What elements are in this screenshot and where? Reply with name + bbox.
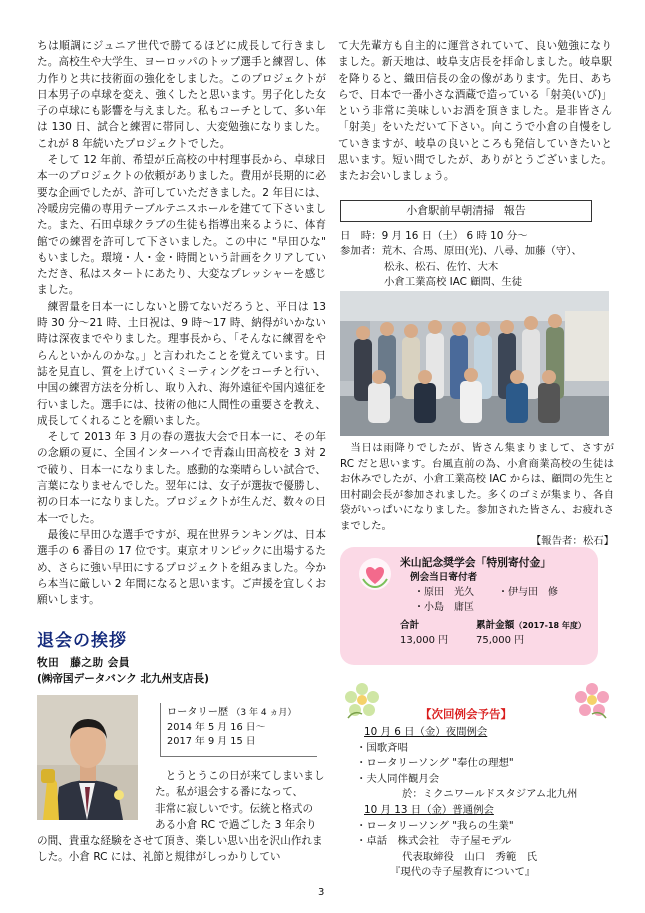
cleanup-date-label: 日 時： (340, 230, 382, 242)
next-meeting-item: ・国歌斉唱 (356, 741, 408, 754)
cleanup-participants-line-2: 松永、松石、佐竹、大木 (384, 260, 499, 273)
cleanup-group-photo (340, 291, 609, 436)
next-meeting-item: ・夫人同伴観月会 (356, 772, 440, 785)
farewell-text (37, 768, 326, 866)
cleanup-date-value: 9 月 16 日（土） 6 時 10 分〜 (381, 230, 528, 242)
flower-decoration-left-icon (342, 680, 382, 720)
cleanup-participants-line-3: 小倉工業高校 IAC 顧問、生徒 (384, 275, 523, 288)
yoneyama-fund-box (340, 547, 598, 665)
group-photo-illustration (340, 291, 609, 436)
fund-total-labels (400, 618, 586, 633)
next-meeting-item: ・ロータリーソング "奉仕の理想" (356, 757, 514, 770)
page-number: 3 (318, 887, 325, 898)
cleanup-report-text: 当日は雨降りでしたが、皆さん集まりまして、さすが RC だと思います。台風直前の為、小倉商業高校の生徒はお休みでしたが、小倉工業高校 IAC からは、顧問の先生と田村副会長が参加されました。多くのゴミが集まり、各自袋がいっぱいになりました。参加された皆さん、お疲れさまでした。 (340, 442, 614, 532)
rotary-history-box (160, 703, 317, 757)
fund-donors (414, 585, 586, 600)
farewell-heading: 退会の挨拶 (37, 631, 127, 651)
cleanup-participants-line-1: 荒木、合馬、原田(光)、八尋、加藤（守）、 (381, 245, 582, 258)
rotary-history-start: 2014 年 5 月 16 日〜 (167, 721, 266, 733)
next-meeting-item: ・ロータリーソング "我らの生業" (356, 819, 514, 832)
fund-details (400, 555, 586, 648)
next-meeting-title: 【次回例会予告】 (420, 707, 512, 721)
rotary-history-end: 2017 年 9 月 15 日 (167, 736, 256, 747)
fund-donor-2: ・伊与田 修 (498, 587, 558, 598)
farewell-line-rest: の間、貴重な経験をさせて頂き、楽しい思い出を沢山作れました。小倉 RC には、礼節と規律がしっかりしてい (37, 835, 323, 864)
fund-donor-1: ・原田 光久 (414, 587, 474, 598)
next-meeting-date-2: 10 月 13 日（金）普通例会 (364, 803, 494, 816)
next-meeting-list (350, 725, 630, 881)
fund-subtitle: 例会当日寄付者 (410, 572, 478, 583)
fund-total-label: 合計 (400, 620, 420, 631)
next-meeting-date-1: 10 月 6 日（金）夜間例会 (364, 726, 488, 738)
heart-hands-icon (358, 557, 392, 591)
next-meeting-venue: 於：ミクニワールドスタジアム北九州 (402, 788, 578, 801)
cleanup-report (340, 441, 614, 550)
fund-cumulative-label: 累計金額 (476, 620, 515, 631)
cleanup-title-suffix: 報告 (503, 204, 526, 217)
cleanup-title (340, 200, 592, 222)
cleanup-title-main: 小倉駅前早朝清掃 (406, 204, 495, 217)
cleanup-participants-row (340, 244, 620, 259)
farewell-speaker (37, 655, 209, 687)
cleanup-participants-label: 参加者： (340, 245, 382, 258)
rotary-history-duration: （3 年 4 ヵ月） (231, 708, 297, 718)
next-meeting-speaker: 代表取締役 山口 秀範 氏 (402, 850, 538, 863)
article-right-column-top (338, 38, 612, 185)
farewell-line-3: ある小倉 RC で過ごした 3 年余り (155, 818, 317, 831)
paragraph-4: そして 2013 年 3 月の春の選抜大会で日本一に、その年の念願の夏に、全国インターハイで青森山田高校を 3 対 2 で破り、日本一になりました。感動的な楽晴らしい試合で、言葉になりませんでした。翌年には、女子が選抜で優勝し、初の日本一になりました。プロジェクトが生んだ、数々の日本一でした。 (37, 431, 326, 525)
rotary-history-label: ロータリー歴 (167, 707, 229, 718)
fund-cumulative-period: （2017-18 年度） (514, 621, 586, 630)
paragraph-3: 練習量を日本一にしないと勝てないだろうと、平日は 13 時 30 分〜21 時、土日祝は、9 時〜17 時、納得がいかない時は深夜までやりました。理事長から、「そんなに練習をやらんといかんのかな。」と言われたことを覚えています。日誌を見直し、質を上げていくミーティングをコーチと行い、中国の練習方法を分析し、取り入れ、海外遠征や国内遠征を行いました。選手には、技術の他に人間性の重要さを教え、成長してくれることを願いました。 (37, 300, 326, 427)
farewell-line-1: とうとうこの日が来てしまいました。私が退会する番になって、 (155, 770, 325, 799)
fund-title: 米山記念奨学会「特別寄付金」 (400, 556, 552, 569)
farewell-line-2: 非常に寂しいです。伝統と格式の (155, 802, 314, 815)
next-meeting-item: ・卓話 株式会社 寺子屋モデル (356, 835, 512, 848)
paragraph-5: 最後に早田ひな選手ですが、現在世界ランキングは、日本選手の 6 番目の 17 位です。東京オリンピックに出場するため、さらに強い早田にするプロジェクトを組みました。今から本当に厳しい 2 年間になると思います。ご声援を宜しくお願いします。 (37, 528, 326, 607)
fund-donors-2 (414, 600, 586, 615)
cleanup-date-row (340, 229, 620, 244)
speaker-company: (㈱帝国データバンク 北九州支店長) (37, 673, 209, 685)
rotary-history-title (167, 706, 317, 721)
fund-cumulative-value: 75,000 円 (476, 635, 525, 646)
flower-decoration-right-icon (572, 680, 612, 720)
fund-total-values (400, 633, 586, 648)
paragraph-2: そして 12 年前、希望が丘高校の中村理事長から、卓球日本一のプロジェクトの依頼がありました。費用が長期的に必要な企画でしたが、許可していただきました。2 年目には、冷暖房完備の専用テーブルテニスホールを建てて下さいました。また、石田卓球クラブの生徒も指導出来るように、体育館での練習を許可して下さいました。この中に "早田ひな" もいました。環境・人・金・時間という計画をクリアしていただき、私はスタートにあたり、大変なプレッシャーを感じました。 (37, 154, 326, 297)
cleanup-info (340, 229, 620, 290)
speaker-name: 牧田 藤之助 会員 (37, 657, 130, 669)
next-meeting-topic: 『現代の寺子屋教育について』 (390, 866, 536, 879)
fund-donor-3: ・小島 庸匡 (414, 602, 474, 613)
fund-total-value: 13,000 円 (400, 635, 449, 646)
cleanup-report-credit: 【報告者：松石】 (530, 535, 614, 547)
paragraph-1: ちは順調にジュニア世代で勝てるほどに成長して行きました。高校生や大学生、ヨーロッパのトップ選手と練習し、体力作りと共に技術面の強化をしました。このプロジェクトが日本男子の卓球を変え、強くしたと思います。男子化した女子の卓球にも影響を与えました。私もコーチとして、多い年は 130 日、試合と練習に帯同し、大変勉強になりました。これが 8 年続いたプロジェクトでした。 (37, 40, 326, 150)
farewell-continued: て大先輩方も自主的に運営されていて、良い勉強になりました。新天地は、岐阜支店長を拝命しました。岐阜駅を降りると、織田信長の金の像があります。先日、あちらで、日本で一番小さな酒蔵で造っている「射美(いび)」という非常に美味しいお酒を頂きました。是非皆さん「射美」をいただいて下さい。向こうで小倉の自慢をしていきますが、岐阜の良いところも発信していきたいと思います。短い間でしたが、ありがとうございました。またお会いしましょう。 (338, 40, 612, 183)
article-left-column (37, 38, 326, 608)
